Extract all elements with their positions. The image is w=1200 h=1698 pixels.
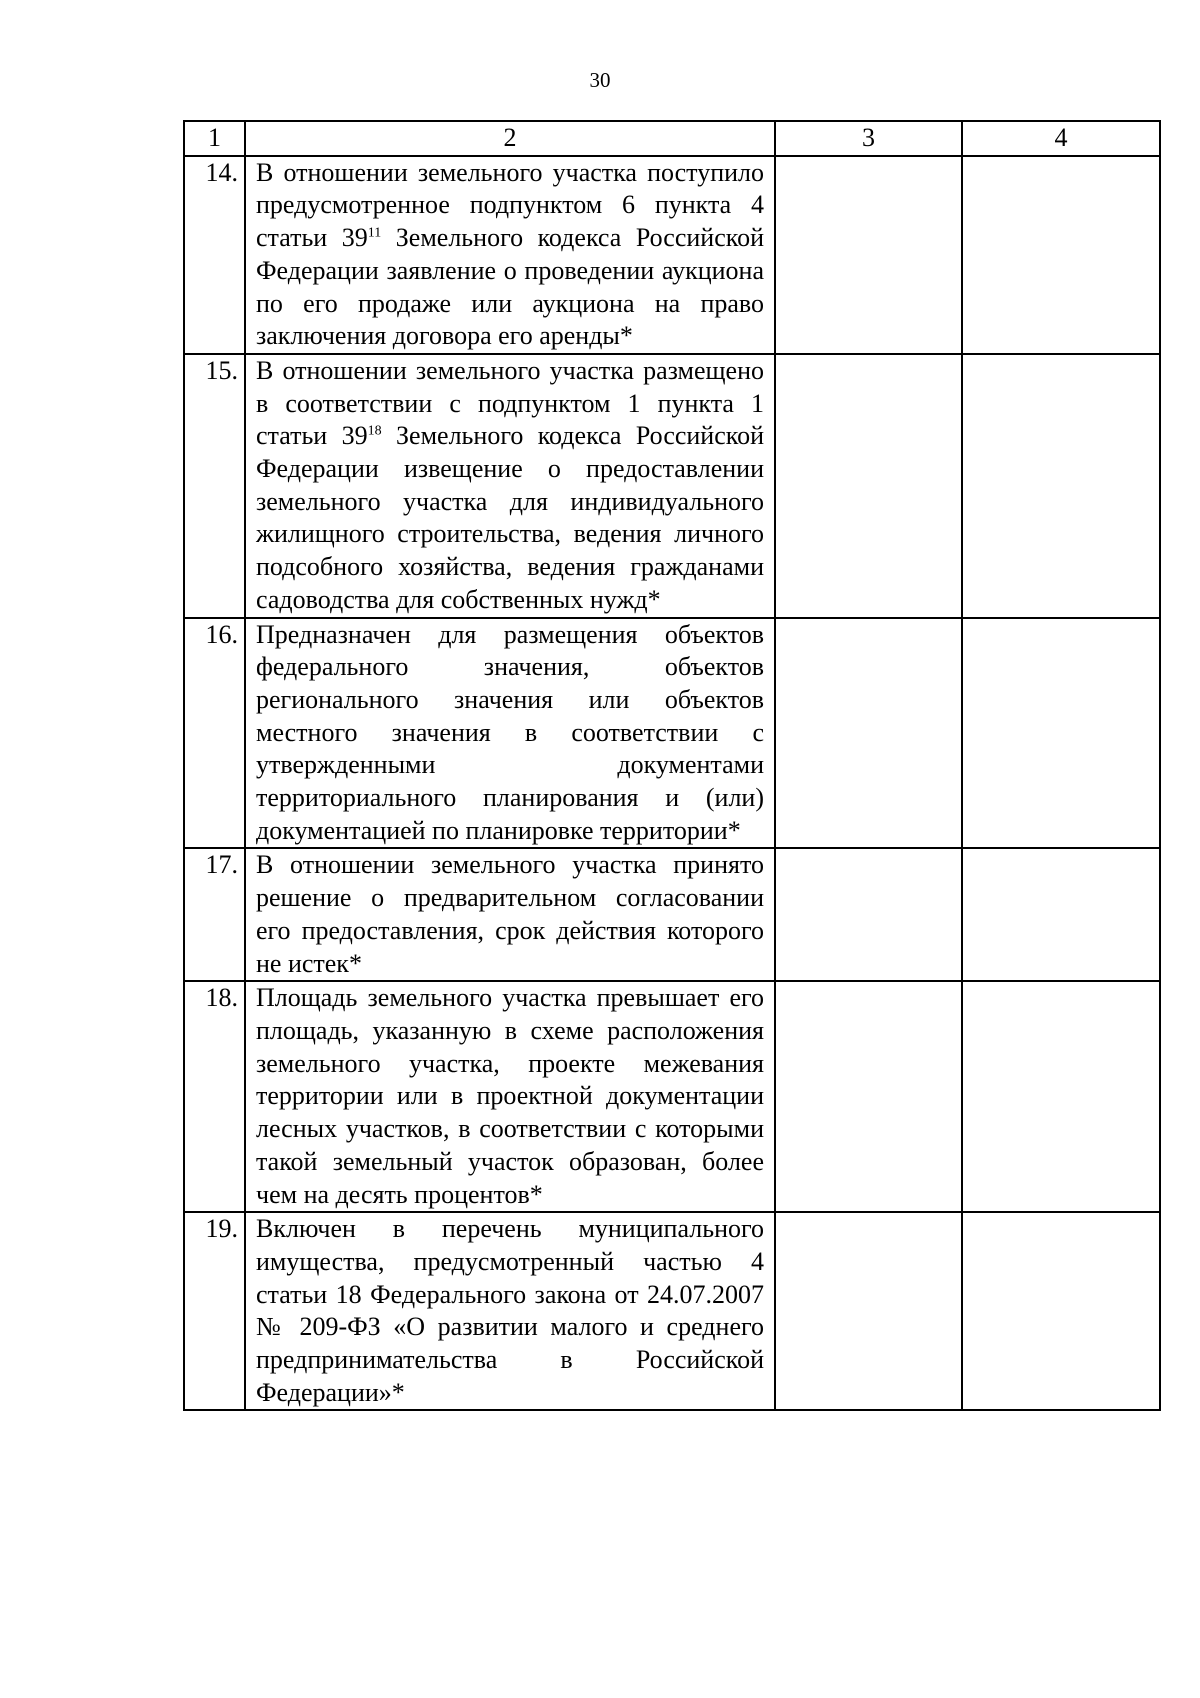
row-text: В отношении земельного участка поступило предусмотренное подпунктом 6 пункта 4 статьи 39: [256, 157, 764, 253]
row-text: Площадь земельного участка превышает его площадь, указанную в схеме расположения земельного участка, проекте межевания территории или в проектной документации лесных участков, в соответствии с которыми такой земельный участок образован, более чем на десять процентов*: [256, 983, 764, 1209]
table-header-row: [184, 121, 1160, 156]
row-text-after: Земельного кодекса Российской Федерации заявление о проведении аукциона по его продаже или аукциона на право заключения договора его аренды*: [256, 223, 764, 351]
row-number: 17.: [184, 848, 245, 981]
table-row: [184, 354, 1160, 618]
row-text: В отношении земельного участка принято решение о предварительном согласовании его предоставления, срок действия которого не истек*: [256, 850, 764, 978]
row-cell-4: [962, 848, 1160, 981]
row-cell-3: [775, 848, 962, 981]
row-description: [245, 156, 775, 354]
row-cell-3: [775, 1212, 962, 1410]
row-description: [245, 618, 775, 849]
page-number: 30: [589, 68, 611, 92]
row-superscript: 18: [367, 423, 382, 439]
row-cell-4: [962, 354, 1160, 618]
row-description: [245, 1212, 775, 1410]
row-cell-4: [962, 156, 1160, 354]
row-description: [245, 981, 775, 1212]
row-description: [245, 848, 775, 981]
column-header-2: 2: [245, 121, 775, 156]
row-cell-4: [962, 981, 1160, 1212]
table-row: [184, 848, 1160, 981]
table-row: [184, 618, 1160, 849]
column-header-1: 1: [184, 121, 245, 156]
row-cell-3: [775, 981, 962, 1212]
table-row: [184, 1212, 1160, 1410]
row-number: 15.: [184, 354, 245, 618]
criteria-table: [183, 120, 1161, 1411]
row-number: 18.: [184, 981, 245, 1212]
row-cell-3: [775, 618, 962, 849]
table-row: [184, 981, 1160, 1212]
row-text: Предназначен для размещения объектов федерального значения, объектов регионального значения или объектов местного значения в соответствии с утвержденными документами территориального планирования и (или) документацией по планировке территории*: [256, 619, 764, 845]
row-text: В отношении земельного участка размещено в соответствии с подпунктом 1 пункта 1 статьи 39: [256, 355, 764, 451]
row-cell-4: [962, 618, 1160, 849]
row-description: [245, 354, 775, 618]
row-cell-3: [775, 354, 962, 618]
row-number: 16.: [184, 618, 245, 849]
column-header-3: 3: [775, 121, 962, 156]
row-superscript: 11: [367, 225, 382, 241]
row-cell-4: [962, 1212, 1160, 1410]
row-number: 14.: [184, 156, 245, 354]
row-cell-3: [775, 156, 962, 354]
column-header-4: 4: [962, 121, 1160, 156]
row-text: Включен в перечень муниципального имущества, предусмотренный частью 4 статьи 18 Федерального закона от 24.07.2007 № 209-ФЗ «О развитии малого и среднего предпринимательства в Российской Федерации»*: [256, 1214, 764, 1407]
row-text-after: Земельного кодекса Российской Федерации извещение о предоставлении земельного участка для индивидуального жилищного строительства, ведения личного подсобного хозяйства, ведения гражданами садоводства для собственных нужд*: [256, 421, 764, 614]
row-number: 19.: [184, 1212, 245, 1410]
table-row: [184, 156, 1160, 354]
